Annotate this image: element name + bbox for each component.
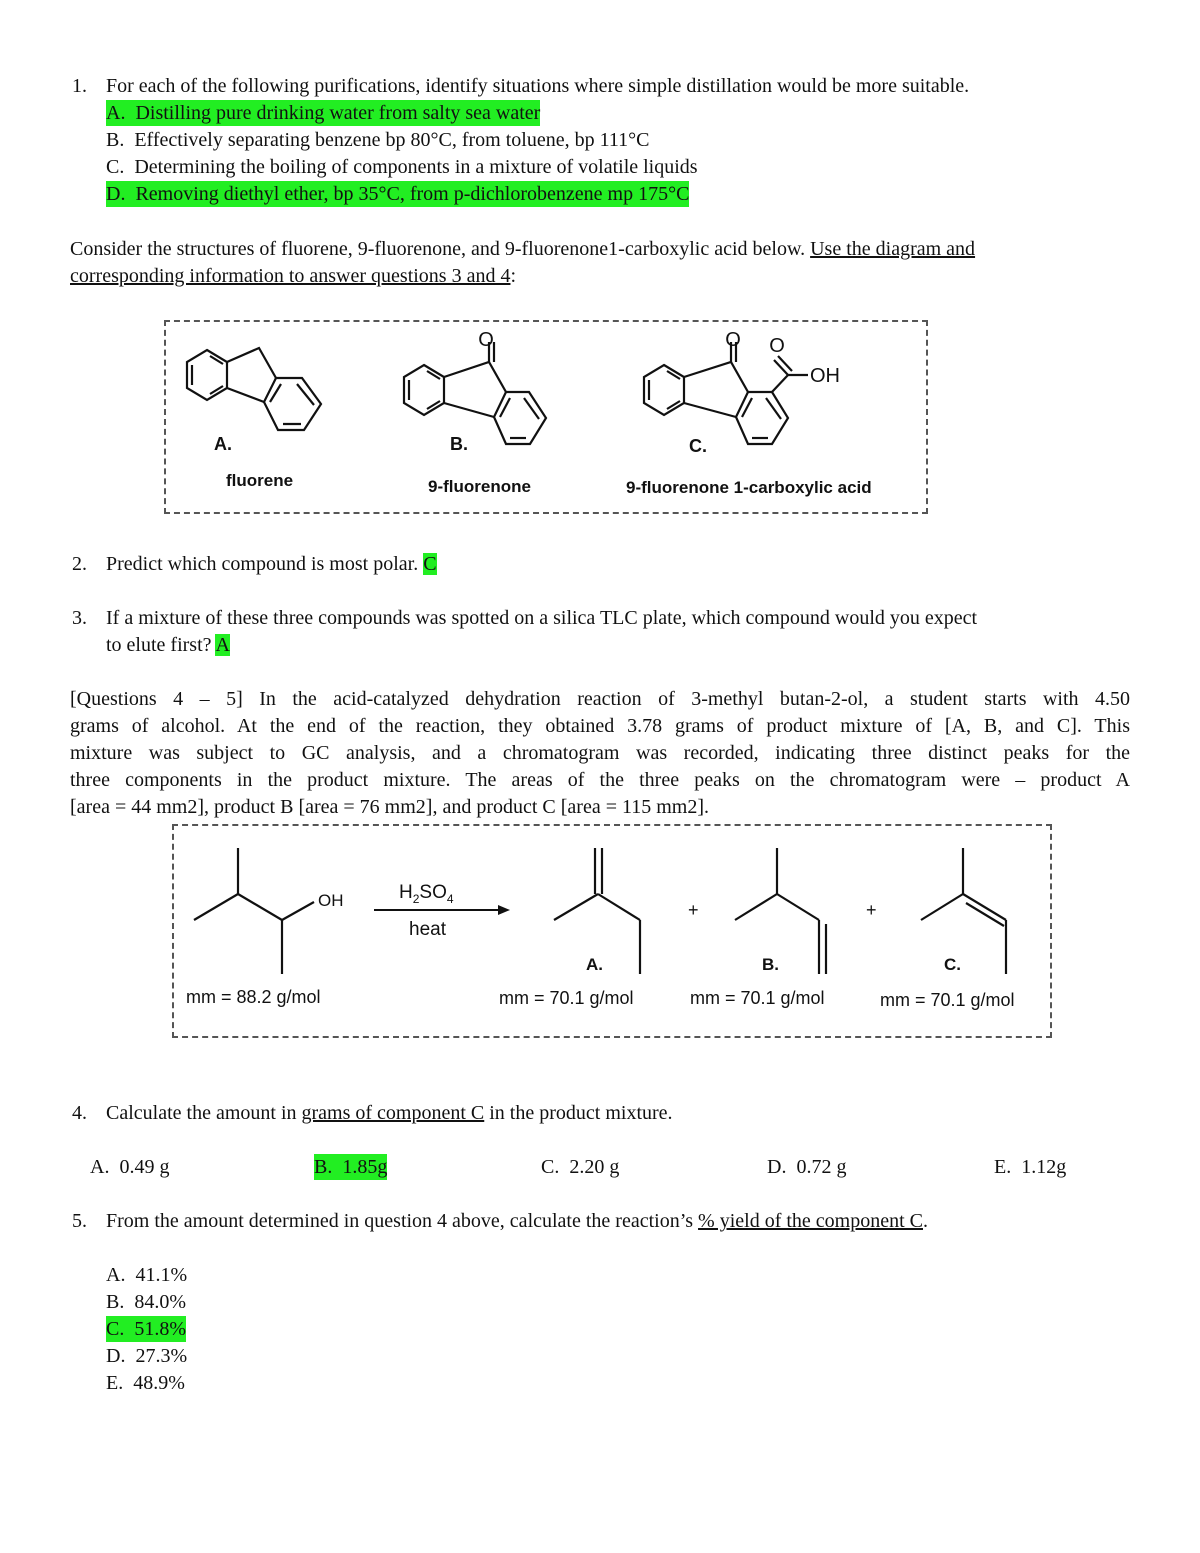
- q1-option-a-letter: A.: [106, 102, 126, 124]
- reaction-plus-1: +: [688, 900, 699, 920]
- reagent-formula: [399, 882, 454, 906]
- q4-option-e-letter: E.: [994, 1156, 1012, 1178]
- reaction-figure: [172, 824, 1052, 1038]
- acid-ketone-oxygen: O: [725, 329, 741, 351]
- acid-carbonyl-oxygen: O: [769, 335, 785, 357]
- fluorenone-acid-structure: [644, 342, 808, 444]
- reactant-structure: [194, 848, 314, 974]
- q5-option-e-letter: E.: [106, 1372, 124, 1394]
- q5-text-underlined: % yield of the component C: [698, 1210, 923, 1232]
- product-a-molar-mass: mm = 70.1 g/mol: [499, 988, 634, 1008]
- q4-option-e: [994, 1154, 1066, 1180]
- q3-number: 3.: [72, 607, 87, 629]
- q5-option-b: [106, 1289, 186, 1315]
- q3-answer: A: [215, 634, 230, 656]
- acid-oh-group: OH: [810, 365, 840, 387]
- passage-line-3: mixture was subject to GC analysis, and a chromatogram was recorded, indicating three distinct peaks for the: [70, 742, 1130, 764]
- q5-option-e: [106, 1370, 185, 1396]
- passage-line-2: grams of alcohol. At the end of the reaction, they obtained 3.78 grams of product mixture of [A, B, and C]. This: [70, 715, 1130, 737]
- q1-option-a: [106, 100, 540, 126]
- q1-option-c-letter: C.: [106, 156, 125, 178]
- fluorene-structure: [187, 348, 321, 430]
- reagent-sub-4: 4: [446, 892, 454, 906]
- q4-option-a-value: 0.49 g: [119, 1156, 170, 1178]
- q1-option-d: [106, 181, 689, 207]
- q5-option-c-letter: C.: [106, 1318, 125, 1340]
- reactant-molar-mass: mm = 88.2 g/mol: [186, 987, 321, 1007]
- product-c-structure: [921, 848, 1006, 974]
- q5-option-d: [106, 1343, 187, 1369]
- fluorenone-oxygen: O: [478, 329, 494, 351]
- q5-text-post: .: [923, 1210, 928, 1232]
- passage-line-4: three components in the product mixture. The areas of the three peaks on the chromatogram were – product A: [70, 769, 1130, 791]
- reagent-h: H: [399, 882, 413, 903]
- q1-option-d-letter: D.: [106, 183, 126, 205]
- q4-option-d: [767, 1154, 846, 1180]
- acid-name: 9-fluorenone 1-carboxylic acid: [626, 478, 872, 497]
- q5-option-a: [106, 1262, 187, 1288]
- q5-option-a-value: 41.1%: [135, 1264, 188, 1286]
- q4-option-e-value: 1.12g: [1021, 1156, 1067, 1178]
- q5-text-pre: From the amount determined in question 4 above, calculate the reaction’s: [106, 1210, 699, 1232]
- q4-text-pre: Calculate the amount in: [106, 1102, 302, 1124]
- q1-option-b-letter: B.: [106, 129, 125, 151]
- q1-option-b-text: Effectively separating benzene bp 80°C, from toluene, bp 111°C: [134, 129, 650, 151]
- intro-line-2-underlined: corresponding information to answer questions 3 and 4: [70, 265, 511, 287]
- q3-text-2: to elute first?: [106, 634, 212, 656]
- q5-line: [106, 1208, 928, 1234]
- q4-text-underlined: grams of component C: [301, 1102, 485, 1124]
- fluorene-label: A.: [214, 434, 232, 454]
- q5-option-d-value: 27.3%: [135, 1345, 188, 1367]
- reaction-condition: heat: [409, 919, 446, 940]
- q2-line: [106, 551, 437, 577]
- structures-figure: [164, 320, 928, 514]
- q4-option-b-value: 1.85g: [342, 1156, 388, 1178]
- q5-option-d-letter: D.: [106, 1345, 126, 1367]
- fluorenone-name: 9-fluorenone: [428, 477, 531, 496]
- q2-text: Predict which compound is most polar.: [106, 553, 419, 575]
- reaction-arrow: [374, 905, 510, 915]
- product-c-label: C.: [944, 955, 961, 974]
- product-c-molar-mass: mm = 70.1 g/mol: [880, 990, 1015, 1010]
- fluorenone-label: B.: [450, 434, 468, 454]
- q3-line-1: If a mixture of these three compounds was spotted on a silica TLC plate, which compound would you expect: [106, 607, 978, 629]
- q5-option-a-letter: A.: [106, 1264, 126, 1286]
- product-a-label: A.: [586, 955, 603, 974]
- q5-option-b-value: 84.0%: [134, 1291, 187, 1313]
- q4-option-c: [541, 1154, 619, 1180]
- q5-option-e-value: 48.9%: [133, 1372, 185, 1394]
- q4-option-c-value: 2.20 g: [569, 1156, 620, 1178]
- q2-number: 2.: [72, 553, 87, 575]
- q4-number: 4.: [72, 1102, 87, 1124]
- intro-line-2: [70, 263, 516, 289]
- product-b-molar-mass: mm = 70.1 g/mol: [690, 988, 825, 1008]
- q1-option-b: [106, 127, 649, 153]
- q5-option-c-value: 51.8%: [134, 1318, 187, 1340]
- q4-option-c-letter: C.: [541, 1156, 560, 1178]
- q5-number: 5.: [72, 1210, 87, 1232]
- fluorene-name: fluorene: [226, 471, 294, 490]
- q1-option-d-text: Removing diethyl ether, bp 35°C, from p-dichlorobenzene mp 175°C: [135, 183, 690, 205]
- q1-option-c-text: Determining the boiling of components in a mixture of volatile liquids: [134, 156, 698, 178]
- intro-line-1: [70, 236, 975, 262]
- fluorenone-structure: [404, 342, 546, 444]
- intro-line-1-text: Consider the structures of fluorene, 9-fluorenone, and 9-fluorenone1-carboxylic acid below.: [70, 238, 811, 260]
- intro-line-2-tail: :: [510, 265, 517, 287]
- reaction-plus-2: +: [866, 900, 877, 920]
- q4-option-b-letter: B.: [314, 1156, 333, 1178]
- q5-option-c: [106, 1316, 186, 1342]
- q4-option-a-letter: A.: [90, 1156, 110, 1178]
- q1-text: For each of the following purifications, identify situations where simple distillation would be more suitable.: [106, 75, 970, 97]
- q1-number: 1.: [72, 75, 87, 97]
- reagent-so: SO: [419, 882, 447, 903]
- intro-line-1-underlined: Use the diagram and: [810, 238, 976, 260]
- q4-option-d-letter: D.: [767, 1156, 787, 1178]
- passage-line-1: [Questions 4 – 5] In the acid-catalyzed dehydration reaction of 3-methyl butan-2-ol, a student starts with 4.50: [70, 688, 1130, 710]
- reagent-sub-2: 2: [412, 892, 420, 906]
- q3-line-2: [106, 632, 230, 658]
- q5-option-b-letter: B.: [106, 1291, 125, 1313]
- q1-option-c: [106, 154, 698, 180]
- reactant-oh: OH: [318, 891, 344, 910]
- q4-option-a: [90, 1154, 169, 1180]
- product-b-label: B.: [762, 955, 779, 974]
- q4-option-b: [314, 1154, 387, 1180]
- acid-label: C.: [689, 436, 707, 456]
- q4-text-post: in the product mixture.: [484, 1102, 673, 1124]
- passage-line-5: [area = 44 mm2], product B [area = 76 mm2], and product C [area = 115 mm2].: [70, 796, 710, 818]
- q4-line: [106, 1100, 673, 1126]
- q1-option-a-text: Distilling pure drinking water from salty sea water: [135, 102, 541, 124]
- product-b-structure: [735, 848, 826, 974]
- q2-answer: C: [423, 553, 437, 575]
- q4-option-d-value: 0.72 g: [796, 1156, 847, 1178]
